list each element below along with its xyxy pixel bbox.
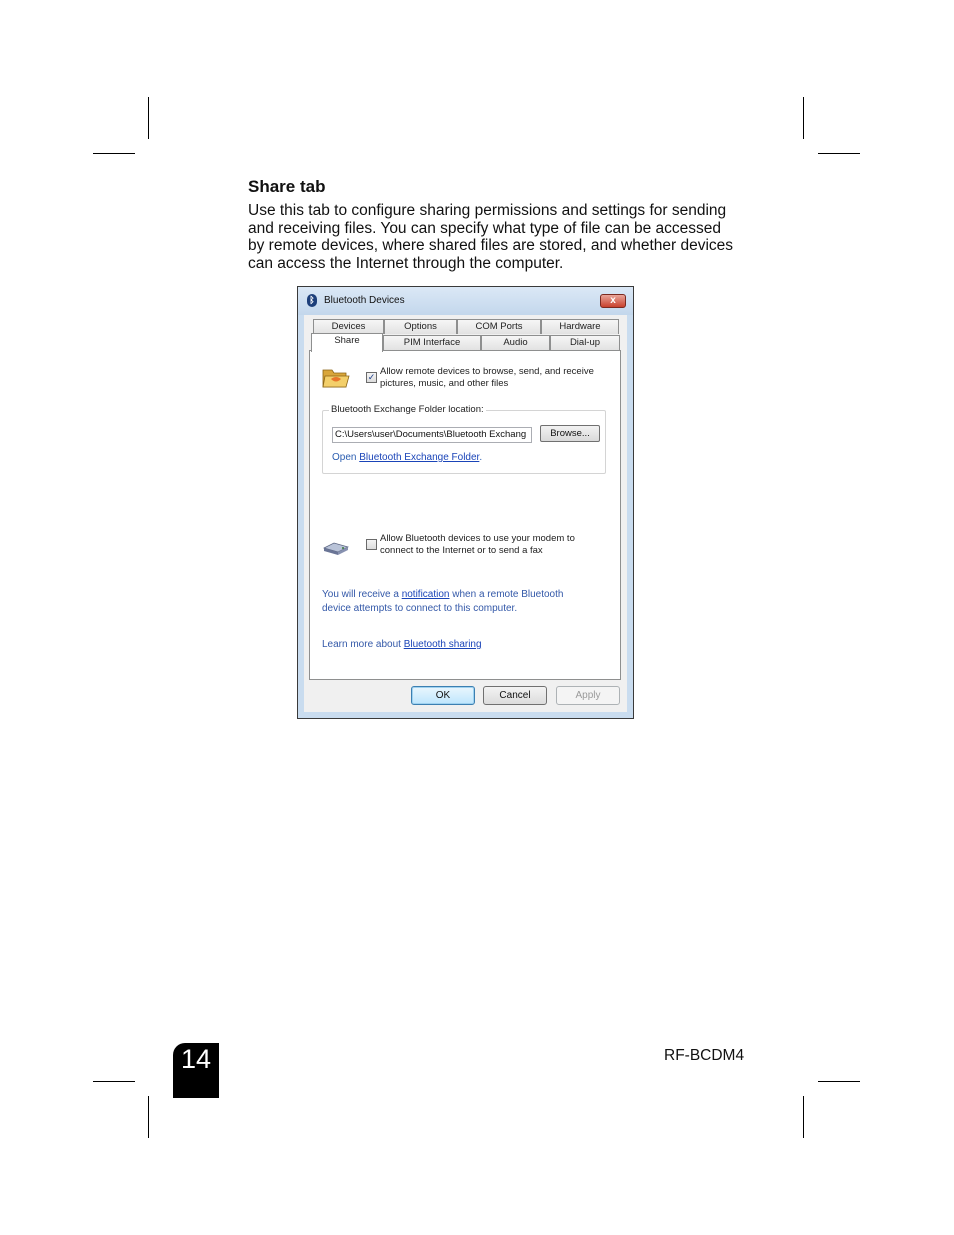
title-bar [298, 287, 633, 315]
tab-options[interactable]: Options [384, 319, 457, 334]
open-folder-link[interactable]: Bluetooth Exchange Folder [359, 452, 480, 463]
section-heading: Share tab [248, 177, 326, 196]
allow-browse-line2: pictures, music, and other files [380, 378, 509, 389]
tab-hardware[interactable]: Hardware [541, 319, 619, 334]
bluetooth-devices-dialog [297, 286, 634, 719]
bluetooth-sharing-link[interactable]: Bluetooth sharing [403, 639, 482, 650]
allow-browse-label [380, 366, 594, 390]
folder-path-field[interactable]: C:\Users\user\Documents\Bluetooth Exchang [332, 427, 532, 443]
allow-modem-label [380, 533, 575, 557]
crop-mark [803, 97, 804, 139]
page-number: 14 [180, 1044, 212, 1074]
tab-dial-up[interactable]: Dial-up [550, 335, 620, 350]
dialog-client [304, 315, 627, 712]
exchange-folder-group [322, 404, 606, 474]
bluetooth-icon: ᛒ [307, 294, 317, 307]
notification-note [322, 588, 563, 616]
shared-folder-icon [322, 365, 350, 389]
close-button[interactable]: x [600, 294, 626, 308]
crop-mark [148, 1096, 149, 1138]
model-number: RF-BCDM4 [664, 1047, 745, 1064]
notify-suffix: when a remote Bluetooth [449, 589, 564, 600]
learn-prefix: Learn more about [322, 639, 404, 650]
crop-mark [818, 153, 860, 154]
group-label: Bluetooth Exchange Folder location: [331, 404, 484, 415]
crop-mark [148, 97, 149, 139]
allow-browse-line1: Allow remote devices to browse, send, and receive [380, 366, 594, 377]
crop-mark [93, 1081, 135, 1082]
browse-button[interactable]: Browse... [540, 425, 600, 442]
section-body: Use this tab to configure sharing permissions and settings for sending and receiving files. You can specify what type of file can be accessed by remote devices, where shared files are stored, and whether devices can access the Internet through the computer. [248, 202, 734, 272]
tab-com-ports[interactable]: COM Ports [457, 319, 541, 334]
allow-modem-checkbox[interactable] [366, 539, 377, 550]
learn-more-note [322, 638, 482, 652]
tab-devices[interactable]: Devices [313, 319, 384, 334]
notify-prefix: You will receive a [322, 589, 402, 600]
tab-share[interactable]: Share [311, 333, 383, 352]
dialog-title: Bluetooth Devices [324, 295, 405, 306]
crop-mark [818, 1081, 860, 1082]
open-folder-line [332, 452, 482, 463]
tab-audio[interactable]: Audio [481, 335, 550, 350]
open-suffix: . [479, 452, 483, 463]
page-number-tab [173, 1043, 219, 1098]
crop-mark [93, 153, 135, 154]
notification-line1 [322, 588, 563, 602]
allow-modem-line2: connect to the Internet or to send a fax [380, 545, 543, 556]
notification-line2: device attempts to connect to this computer. [322, 603, 518, 614]
modem-icon [322, 539, 350, 557]
notification-link[interactable]: notification [401, 589, 450, 600]
tab-pim-interface[interactable]: PIM Interface [383, 335, 481, 350]
check-mark-icon: ✓ [367, 372, 376, 382]
open-prefix: Open [332, 452, 360, 463]
cancel-button[interactable]: Cancel [483, 686, 547, 705]
allow-browse-checkbox[interactable] [366, 372, 377, 383]
allow-modem-line1: Allow Bluetooth devices to use your modem to [380, 533, 575, 544]
ok-button[interactable]: OK [411, 686, 475, 705]
apply-button[interactable]: Apply [556, 686, 620, 705]
crop-mark [803, 1096, 804, 1138]
share-tab-panel [309, 350, 621, 680]
